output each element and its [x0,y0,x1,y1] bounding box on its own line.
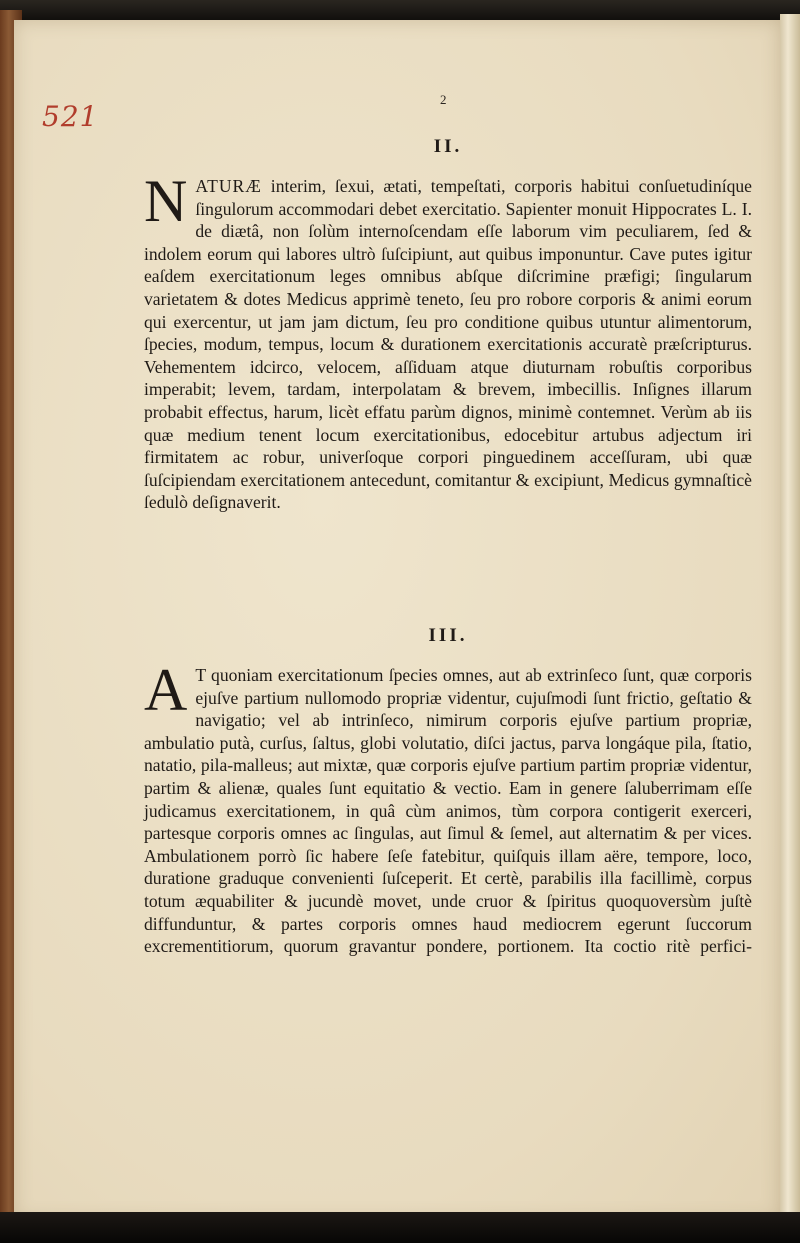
drop-cap: N [144,168,188,234]
section-paragraph [144,168,752,514]
section-paragraph [144,657,752,958]
bottom-edge [0,1212,800,1243]
section-heading: II. [433,136,463,157]
drop-cap: A [144,657,188,723]
handwritten-page-number: 521 [42,100,99,133]
folio-number: 2 [440,92,447,107]
section-iii [144,622,752,958]
paragraph-text: interim, ſexui, ætati, tempeſtati, corporis habitui conſuetudiníque ſingulorum accommodari debet exercitatio. Sapienter monuit Hippocrates L. I. de diætâ, non ſolùm internoſcendam eſſe laborum vim peculiarem, ſed & indolem eorum qui labores ultrò ſuſcipiunt, aut quibus imponuntur. Cave putes igitur eaſdem exercitationum leges omnibus abſque diſcrimine præfigi; ſingularum varietatem & dotes Medicus apprimè teneto, ſeu pro robore corporis & animi eorum qui exercentur, ut jam jam dictum, ſeu pro conditione quibus utuntur alimentorum, ſpecies, modum, tempus, locum & durationem exercitationis accuratè præſcripturus. Vehementem idcirco, velocem, aſſiduam atque diuturnam robuſtis corporibus imperabit; levem, tardam, interpolatam & brevem, imbecillis. Inſignes illarum probabit effectus, harum, licèt effatu parùm dignos, minimè contemnet. Verùm ab iis quæ medium tenent locum exercitationibus, edocebitur artubus adjectum iri firmitatem ac robur, univerſoque corpori pinguedinem acceſſuram, ubi quæ ſuſcipiendam exercitationem antecedunt, comitantur & excipiunt, Medicus gymnaſticè ſedulò deſignaverit. [144,176,752,513]
paragraph-text: quoniam exercitationum ſpecies omnes, aut ab extrinſeco ſunt, quæ corporis ejuſve partium nullomodo propriæ videntur, cujuſmodi ſunt frictio, geſtatio & navigatio; vel ab intrinſeco, nimirum corporis ejuſve partium propriæ, ambulatio putà, curſus, ſaltus, globi volutatio, diſci jactus, parva longáque pila, ſtatio, natatio, pila-malleus; aut mixtæ, quæ corporis ejuſve partium partim propriæ videntur, partim & alienæ, quales ſunt equitatio & vectio. Eam in genere ſaluberrimam eſſe judicamus exercitationem, in quâ cùm animos, tùm corpora contigerit exerceri, partesque corporis omnes ac ſingulas, aut ſimul & ſemel, aut alternatim & per vices. Ambulationem porrò ſic habere ſeſe fatebitur, quiſquis illam aëre, tempore, loco, duratione graduque convenienti ſuſceperit. Et certè, parabilis illa facillimè, corpus totum æquabiliter & jucundè movet, unde cruor & ſpiritus quoquoversùm juſtè diffunduntur, & partes corporis omnes haud mediocrem egerunt ſuccorum excrementitiorum, quorum gravantur pondere, portionem. Ita coctio ritè perfici- [144,665,752,957]
top-edge [0,0,800,22]
opening-word: ATURÆ [195,176,262,196]
page-edge [780,14,800,1214]
section-ii [144,133,752,514]
opening-word: T [195,665,206,685]
section-heading: III. [428,625,468,646]
